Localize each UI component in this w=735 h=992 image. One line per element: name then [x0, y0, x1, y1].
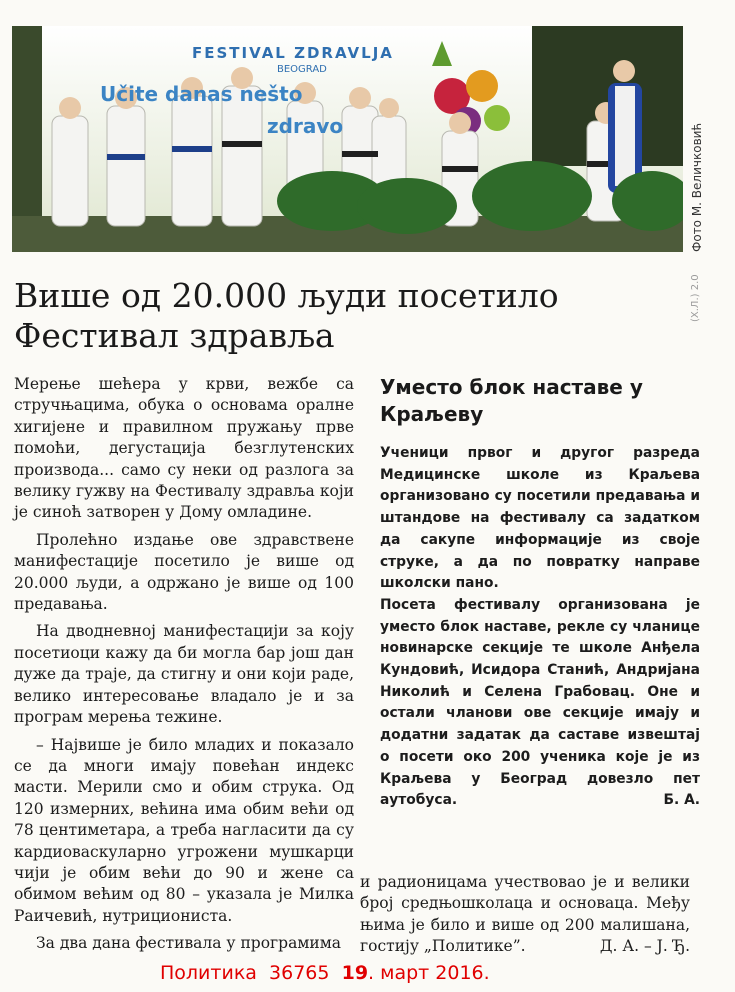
article-continuation — [360, 872, 690, 958]
sidebar-paragraph-2: Посета фестивалу организована је уместо блок наставе, рекле су чланице новинарске секције те школе Анђела Кундовић, Исидора Станић, Андријана Николић и Селена Грабовац. Оне и остали чланови ове секције имају и додатни задатак да саставе извештај о посети око 200 ученика које је из Краљева у Београд довезло пет аутобуса. — [380, 596, 700, 809]
article-paragraph-2: Пролећно издање ове здравствене манифестације посетило је више од 20.000 људи, а одржано је више од 100 предавања. — [14, 530, 354, 614]
photo-code: (Х.Л.) 2.0 — [690, 274, 701, 322]
sidebar-title: Уместо блок наставе у Краљеву — [380, 375, 643, 426]
banner-line-2: zdravo — [267, 114, 344, 138]
source-day: 19 — [341, 962, 369, 984]
sidebar-paragraph-1: Ученици првог и другог разреда Медицинске школе из Краљева организовано су посетили предавања и штандове на фестивалу са задатком да сакупе информације из своје струке, а да по повратку направе школски пано. — [380, 445, 700, 592]
source-issue: 36765 — [269, 962, 330, 984]
sidebar-signature: Б. А. — [663, 792, 700, 809]
headline-line-1: Више од 20.000 људи посетило — [14, 276, 559, 315]
source-paper: Политика — [160, 962, 257, 984]
article-paragraph-1: Мерење шећера у крви, вежбе са стручњацима, обука о основама оралне хигијене и правилном пружању прве помоћи, дегустација безглутенских производа... само су неки од разлога за велику гужву на Фестивалу здравља који је синоћ затворен у Дому омладине. — [14, 375, 354, 522]
banner-line-1: Učite danas nešto — [100, 82, 303, 106]
headline-line-2: Фестивал здравља — [14, 316, 335, 355]
article-paragraph-4: – Највише је било младих и показало се да многи имају повећан индекс масти. Мерили смо и обим струка. Од 120 измерних, већина има обим већи од 78 центиметара, а треба нагласити да су кардиоваскуларно угрожени мушкарци чији је обим већи до 90 и жене са обимом већим од 80 – указала је Милка Раичевић, нутриционистa. — [14, 735, 354, 925]
article-headline — [14, 276, 614, 356]
sidebar-body — [380, 443, 700, 812]
photo-credit: Фото М. Величковић — [690, 122, 704, 252]
article-paragraph-5: За два дана фестивала у програмима — [36, 934, 342, 953]
source-citation — [160, 962, 490, 984]
article-body-left — [14, 374, 354, 961]
banner-title: FESTIVAL ZDRAVLJA — [192, 44, 394, 62]
article-paragraph-3: На дводневној манифестацији за коју посетиоци кажу да би могла бар још дан дуже да траје, да стигну и они који раде, велико интересовање владало је и за програм мерења тежине. — [14, 622, 354, 727]
banner-subtitle: BEOGRAD — [277, 64, 327, 75]
source-date: . март 2016. — [368, 962, 490, 984]
article-photo — [12, 26, 683, 252]
continuation-signature: Д. А. – Ј. Ђ. — [599, 937, 690, 956]
continuation-text: и радионицама учествовао је и велики број средњошколаца и основаца. Међу њима је било и више од 200 малишана, гостију „Политике”. — [360, 873, 690, 956]
